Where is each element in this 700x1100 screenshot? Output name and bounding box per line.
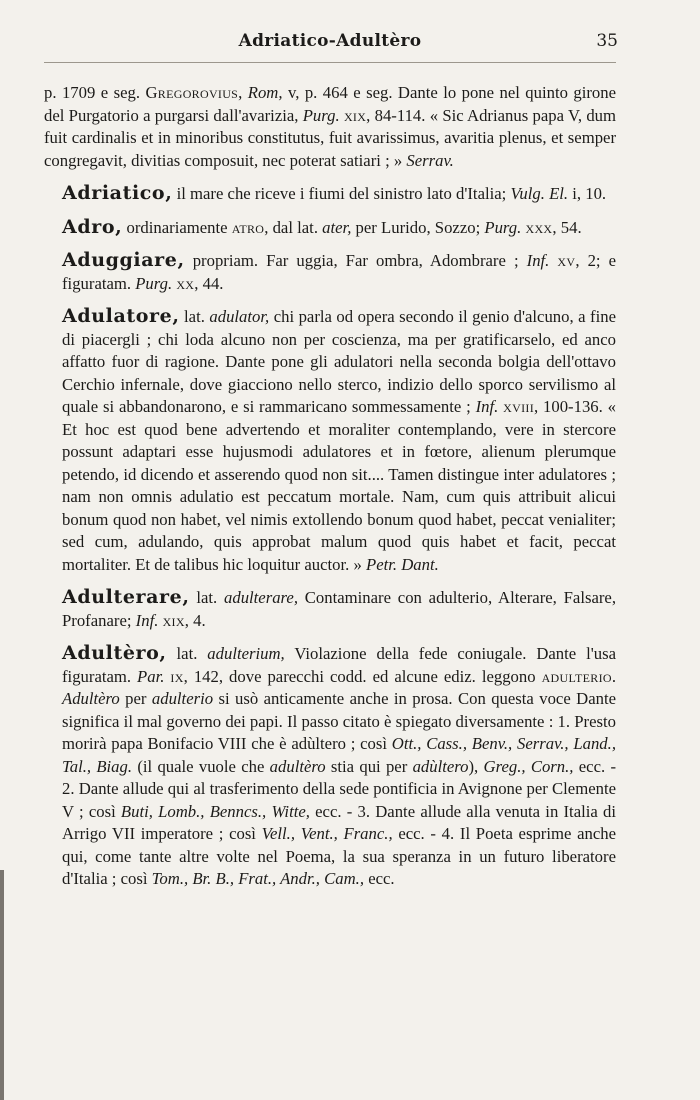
body-text: ecc. - 3. Dante allude alla venuta in Italia di Arrigo VII imperatore ; così	[62, 801, 616, 843]
body-text: per Lurido, Sozzo;	[351, 217, 485, 237]
italic-text: Rom,	[247, 83, 283, 102]
body-text: ),	[468, 756, 484, 776]
body-text: , 84-114. « Sic Adrianus papa V, dum fuit cardinalis et in minoribus constitutus, fuit avarissimus, avaritia plenus, et semper congregavit, divitias composuit, nec poterat satiari ; »	[44, 105, 616, 170]
italic-text: Vell., Vent., Franc.,	[261, 824, 393, 843]
entry-adulterare	[44, 586, 616, 632]
small-caps-text: xv	[557, 251, 576, 270]
italic-text: Inf.	[135, 610, 159, 630]
body-text: ecc. - 4. Il Poeta esprime anche qui, come tante altre volte nel Poema, la sua speranza in un futuro liberatore d'Italia ; così	[62, 824, 616, 888]
body-text: ecc. - 2. Dante allude qui al trasferimento della sede pontificia in Avignone per Clemente V ; così	[62, 756, 617, 821]
italic-text: Purg.	[302, 105, 340, 125]
italic-text: adulterare,	[224, 588, 299, 607]
small-caps-text: xix	[343, 105, 367, 125]
body-text: , 44.	[194, 273, 224, 293]
italic-text: adulator,	[209, 307, 270, 326]
entry-adro	[44, 216, 616, 240]
page-edge-shadow	[0, 870, 4, 1100]
italic-text: adulterio	[151, 689, 214, 708]
small-caps-text: xxx	[525, 217, 553, 237]
entry-adultero	[44, 642, 616, 891]
italic-text: Inf.	[526, 251, 550, 270]
italic-text: Vulg. El.	[510, 184, 569, 203]
small-caps-text: ix	[170, 666, 184, 686]
body-text: .	[611, 666, 617, 686]
italic-text: Inf.	[475, 397, 499, 416]
italic-text: Greg., Corn.,	[483, 756, 574, 776]
headword: Adriatico,	[62, 182, 173, 204]
small-caps-text: xix	[162, 610, 185, 630]
headword: Adultèro,	[62, 642, 167, 664]
page-number: 35	[596, 31, 618, 51]
body-text: lat.	[179, 307, 210, 326]
italic-text: Serrav.	[406, 150, 454, 170]
italic-text: Buti, Lomb., Benncs., Witte,	[120, 801, 310, 821]
headword: Adro,	[62, 215, 123, 238]
small-caps-text: Gregorovius	[145, 83, 239, 102]
headword: Aduggiare,	[62, 249, 185, 271]
body-text: i, 10.	[568, 184, 607, 203]
small-caps-text: xviii	[503, 397, 534, 416]
body-text: , 4.	[184, 610, 206, 630]
italic-text: Purg.	[484, 217, 522, 237]
italic-text: adultèro	[269, 756, 326, 776]
body-text: , 142, dove parecchi codd. ed alcune ediz. leggono	[183, 666, 542, 686]
entry-adulatore	[44, 305, 616, 576]
small-caps-text: xx	[176, 273, 195, 293]
italic-text: Petr. Dant.	[366, 554, 439, 574]
body-text: v, p. 464 e seg. Dante lo pone nel quinto girone del Purgatorio a purgarsi dall'avarizia,	[44, 83, 617, 125]
headword: Adulterare,	[62, 586, 190, 608]
page	[44, 0, 616, 891]
body-text: , 54.	[552, 217, 582, 237]
body-text: ecc.	[364, 869, 395, 888]
italic-text: adulterium,	[207, 644, 285, 663]
entry-adriatico	[44, 182, 616, 206]
headword: Adulatore,	[62, 305, 180, 327]
body-text: Contaminare con adulterio, Alterare, Falsare, Profanare;	[62, 588, 616, 630]
body-text: stia qui per	[325, 756, 413, 776]
body-text: ,	[238, 83, 248, 102]
body-text: propriam. Far uggia, Far ombra, Adombrare ;	[184, 251, 527, 270]
body-text: lat.	[166, 644, 208, 663]
body-text: per	[119, 689, 152, 708]
entry-continuation	[44, 82, 616, 172]
body-text: (il quale vuole che	[132, 756, 270, 776]
body-text: , 100-136. « Et hoc est quod bene advertendo et moraliter contemplando, vere in stercore possunt adaptari esse hujusmodi adulatores et in fœtore, alienum plerumque petendo, id dicendo et asserendo quod non sit.... Tamen distingue inter adulatores ; nam non omnis adulatio est peccatum mortale. Nam, cum quis attribuit alicui bonum quod non habet, vel nimis extollendo bonum quod habet, peccat venialiter; sed cum, adulando, quis approbat malum quod quis habet et facit, peccat mortaliter. Et de talibus hic loquitur auctor. »	[62, 397, 616, 574]
italic-text: Par.	[137, 666, 165, 686]
italic-text: Purg.	[135, 273, 173, 293]
header-title: Adriatico-Adultèro	[238, 31, 422, 51]
italic-text: ater,	[322, 217, 352, 237]
body-text: Violazione della fede coniugale. Dante l'usa figuratam.	[62, 644, 616, 686]
entry-aduggiare	[44, 249, 616, 295]
body-text: si usò anticamente anche in prosa. Con questa voce Dante significa il mal governo dei papi. Il passo citato è spiegato diversamente : 1. Presto morirà papa Bonifacio VIII che è adùltero ; così	[62, 689, 616, 753]
italic-text: Ott., Cass., Benv., Serrav., Land., Tal., Biag.	[62, 734, 616, 776]
dictionary-body	[44, 82, 616, 891]
italic-text: Adultèro	[62, 689, 120, 708]
italic-text: Tom., Br. B., Frat., Andr., Cam.,	[151, 869, 365, 888]
small-caps-text: atro	[231, 217, 265, 237]
body-text: il mare che riceve i fiumi del sinistro lato d'Italia;	[172, 184, 511, 203]
body-text: , dal lat.	[264, 217, 323, 237]
body-text: , 2; e figuratam.	[62, 251, 617, 293]
body-text: chi parla od opera secondo il genio d'alcuno, a fine di piacergli ; chi loda alcuno non per coscienza, ma per gratificarselo, ed anco affatto fuor di ragione. Dante pone gli adulatori nella seconda bolgia dell'ottavo Cerchio infernale, dove giacciono nello sterco, indizio dello sporco servilismo al quale si abbandonarono, e si rammaricano sommessamente ;	[62, 307, 616, 416]
small-caps-text: adulterio	[541, 666, 612, 686]
italic-text: adùltero	[412, 756, 469, 776]
running-header	[44, 0, 616, 63]
body-text: lat.	[189, 588, 224, 607]
body-text: ordinariamente	[122, 217, 232, 237]
body-text: p. 1709 e seg.	[44, 83, 146, 102]
